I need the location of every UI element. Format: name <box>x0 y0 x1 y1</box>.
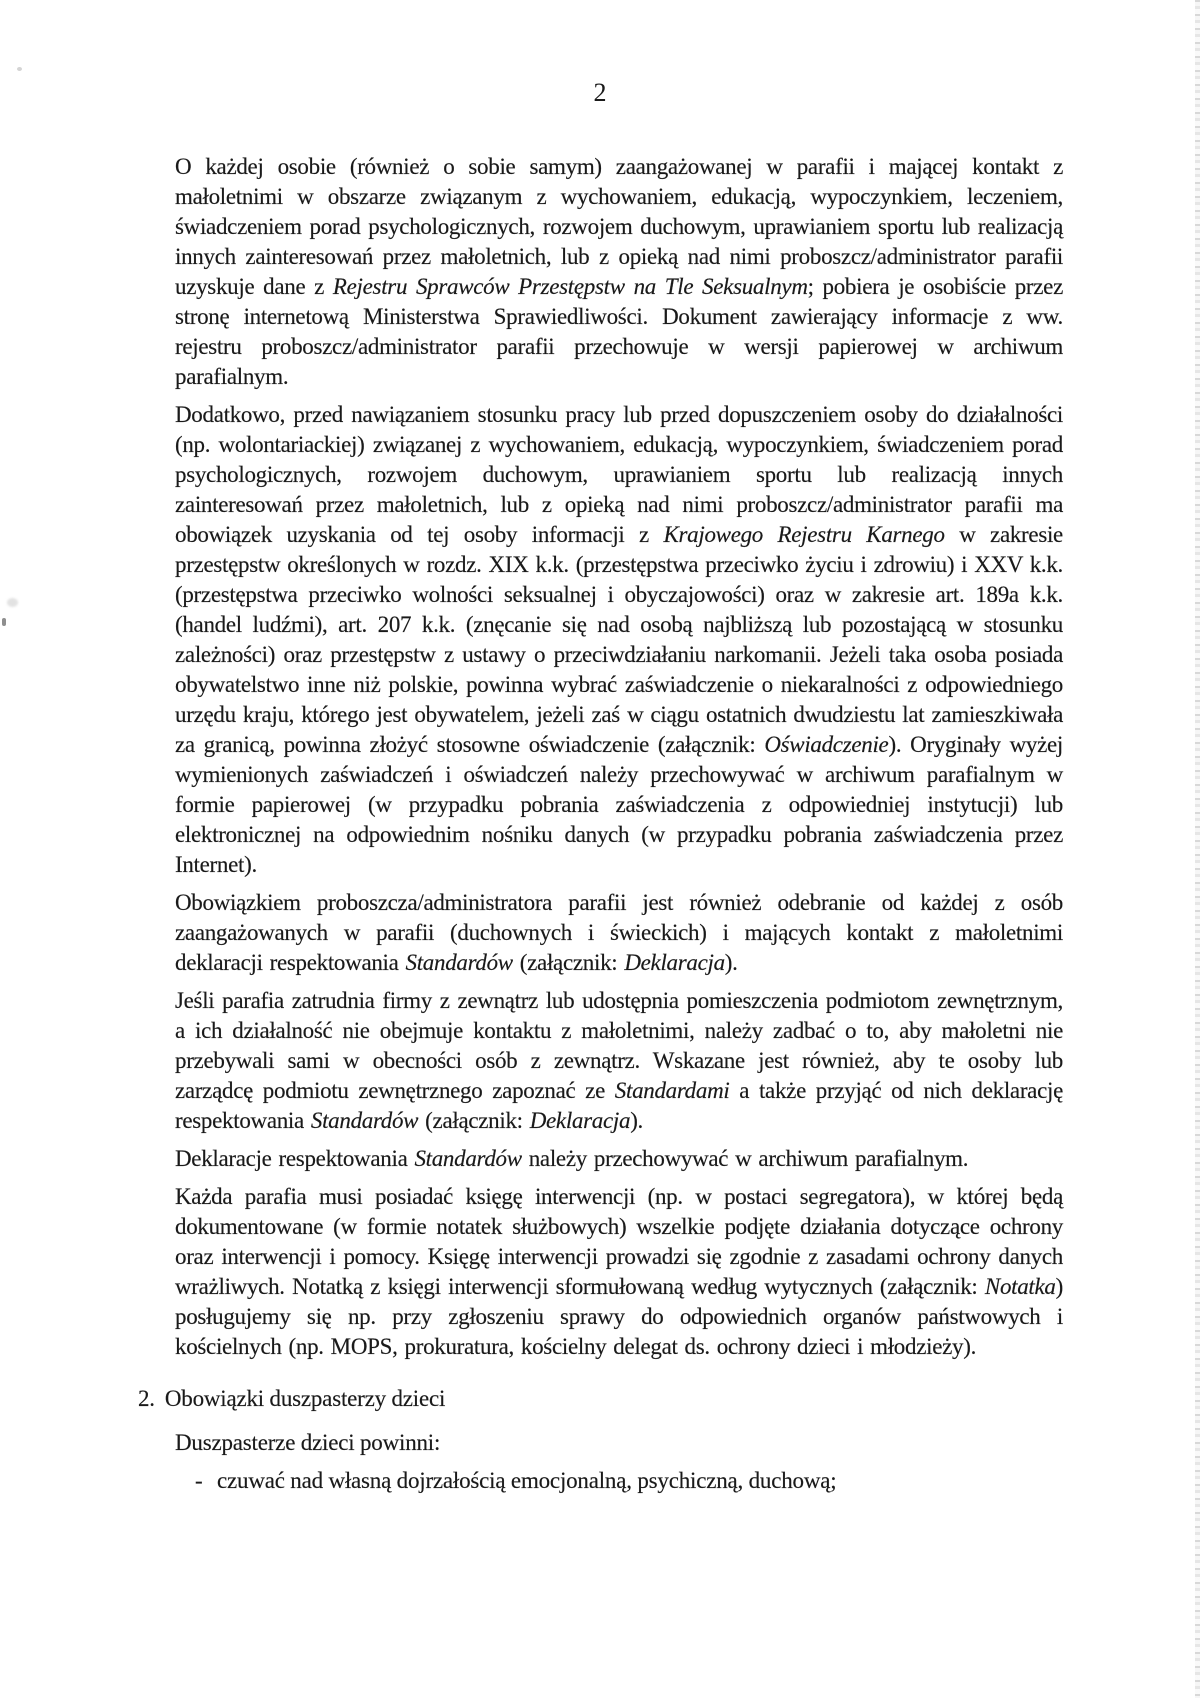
text-run: Obowiązkiem proboszcza/administratora parafii jest również odebranie od każdej z osób zaangażowanych w parafii (duchownych i świeckich) i mających kontakt z małoletnimi deklaracji respektowania <box>175 890 1063 975</box>
scan-speck-artifact <box>17 67 22 71</box>
text-run: (załącznik: <box>418 1108 530 1133</box>
section-heading <box>138 1384 1063 1414</box>
bullet-text: czuwać nad własną dojrzałością emocjonalną, psychiczną, duchową; <box>217 1468 837 1493</box>
bullet-item <box>175 1466 1063 1496</box>
text-run: Deklaracje respektowania <box>175 1146 415 1171</box>
paragraph <box>175 888 1063 978</box>
text-run: O każdej osobie (również o sobie samym) zaangażowanej w parafii i mającej kontakt z małoletnimi w obszarze związanym z wychowaniem, edukacją, wypoczynkiem, leczeniem, świadczeniem porad psychologicznych, rozwojem duchowym, uprawianiem sportu lub realizacją innych zainteresowań przez małoletnich, lub z opieką nad nimi proboszcz/administrator parafii uzyskuje dane z <box>175 154 1063 299</box>
page-number: 2 <box>593 78 607 107</box>
text-run: ). <box>724 950 738 975</box>
paragraph <box>175 1182 1063 1362</box>
text-run: ). <box>630 1108 643 1133</box>
text-run: Jeśli parafia zatrudnia firmy z zewnątrz lub udostępnia pomieszczenia podmiotom zewnętrznym, a ich działalność nie obejmuje kontaktu z małoletnimi, należy zadbać o to, aby małoletni nie przebywali sami w obecności osób z zewnątrz. Wskazane jest również, aby te osoby lub zarządcę podmiotu zewnętrznego zapoznać ze <box>175 988 1063 1103</box>
emphasized-term: Deklaracja <box>529 1108 631 1133</box>
text-run: Dodatkowo, przed nawiązaniem stosunku pracy lub przed dopuszczeniem osoby do działalności (np. wolontariackiej) związanej z wychowaniem, edukacją, wypoczynkiem, świadczeniem porad psychologicznych, rozwojem duchowym, uprawianiem sportu lub realizacją innych zainteresowań przez małoletnich, lub z opieką nad nimi proboszcz/administrator parafii ma obowiązek uzyskania od tej osoby informacji z <box>175 402 1063 547</box>
emphasized-term: Rejestru Sprawców Przestępstw na Tle Seksualnym <box>332 274 808 299</box>
paragraph <box>175 400 1063 880</box>
emphasized-term: Standardami <box>614 1078 730 1103</box>
text-run: ). Oryginały wyżej wymienionych zaświadczeń i oświadczeń należy przechowywać w archiwum parafialnym w formie papierowej (w przypadku pobrania zaświadczenia z odpowiedniej instytucji) lub elektronicznej na odpowiednim nośniku danych (w przypadku pobrania zaświadczenia przez Internet). <box>175 732 1064 877</box>
document-body <box>138 152 1064 1496</box>
paragraph <box>175 152 1063 392</box>
emphasized-term: Oświadczenie <box>764 732 889 757</box>
section-number: 2. <box>138 1386 155 1411</box>
scan-speck-artifact <box>7 598 18 607</box>
emphasized-term: Standardów <box>405 950 513 975</box>
emphasized-term: Deklaracja <box>624 950 725 975</box>
section-title: Obowiązki duszpasterzy dzieci <box>164 1386 446 1411</box>
bullet-marker: - <box>195 1468 203 1493</box>
paragraph <box>175 986 1063 1136</box>
text-run: ) posługujemy się np. przy zgłoszeniu sprawy do odpowiednich organów państwowych i kościelnych (np. MOPS, prokuratura, kościelny delegat ds. ochrony dzieci i młodzieży). <box>175 1274 1063 1359</box>
text-run: a także przyjąć od nich deklarację respektowania <box>175 1078 1064 1133</box>
text-run: należy przechowywać w archiwum parafialnym. <box>521 1146 969 1171</box>
text-run: Każda parafia musi posiadać księgę interwencji (np. w postaci segregatora), w której będą dokumentowane (w formie notatek służbowych) wszelkie podjęte działania dotyczące ochrony oraz interwencji i pomocy. Księgę interwencji prowadzi się zgodnie z zasadami ochrony danych wrażliwych. Notatką z księgi interwencji sformułowaną według wytycznych (załącznik: <box>175 1184 1063 1299</box>
scan-edge-artifact <box>1195 0 1200 1698</box>
emphasized-term: Standardów <box>414 1146 522 1171</box>
emphasized-term: Krajowego Rejestru Karnego <box>663 522 945 547</box>
text-run: ; pobiera je osobiście przez stronę internetową Ministerstwa Sprawiedliwości. Dokument zawierający informacje z ww. rejestru proboszcz/administrator parafii przechowuje w wersji papierowej w archiwum parafialnym. <box>175 274 1063 389</box>
emphasized-term: Notatka <box>984 1274 1056 1299</box>
text-run: (załącznik: <box>512 950 625 975</box>
list-intro: Duszpasterze dzieci powinni: <box>175 1430 441 1455</box>
paragraph <box>175 1144 1063 1174</box>
text-run: w zakresie przestępstw określonych w rozdz. XIX k.k. (przestępstwa przeciwko życiu i zdrowiu) i XXV k.k. (przestępstwa przeciwko wolności seksualnej i obyczajowości) oraz w zakresie art. 189a k.k. (handel ludźmi), art. 207 k.k. (znęcanie się nad osobą najbliższą lub pozostającą w stosunku zależności) oraz przestępstw z ustawy o przeciwdziałaniu narkomanii. Jeżeli taka osoba posiada obywatelstwo inne niż polskie, powinna wybrać zaświadczenie o niekaralności z odpowiedniego urzędu kraju, którego jest obywatelem, jeżeli zaś w ciągu ostatnich dwudziestu lat zamieszkiwała za granicą, powinna złożyć stosowne oświadczenie (załącznik: <box>175 522 1063 757</box>
emphasized-term: Standardów <box>310 1108 419 1133</box>
scan-speck-artifact <box>2 618 6 626</box>
